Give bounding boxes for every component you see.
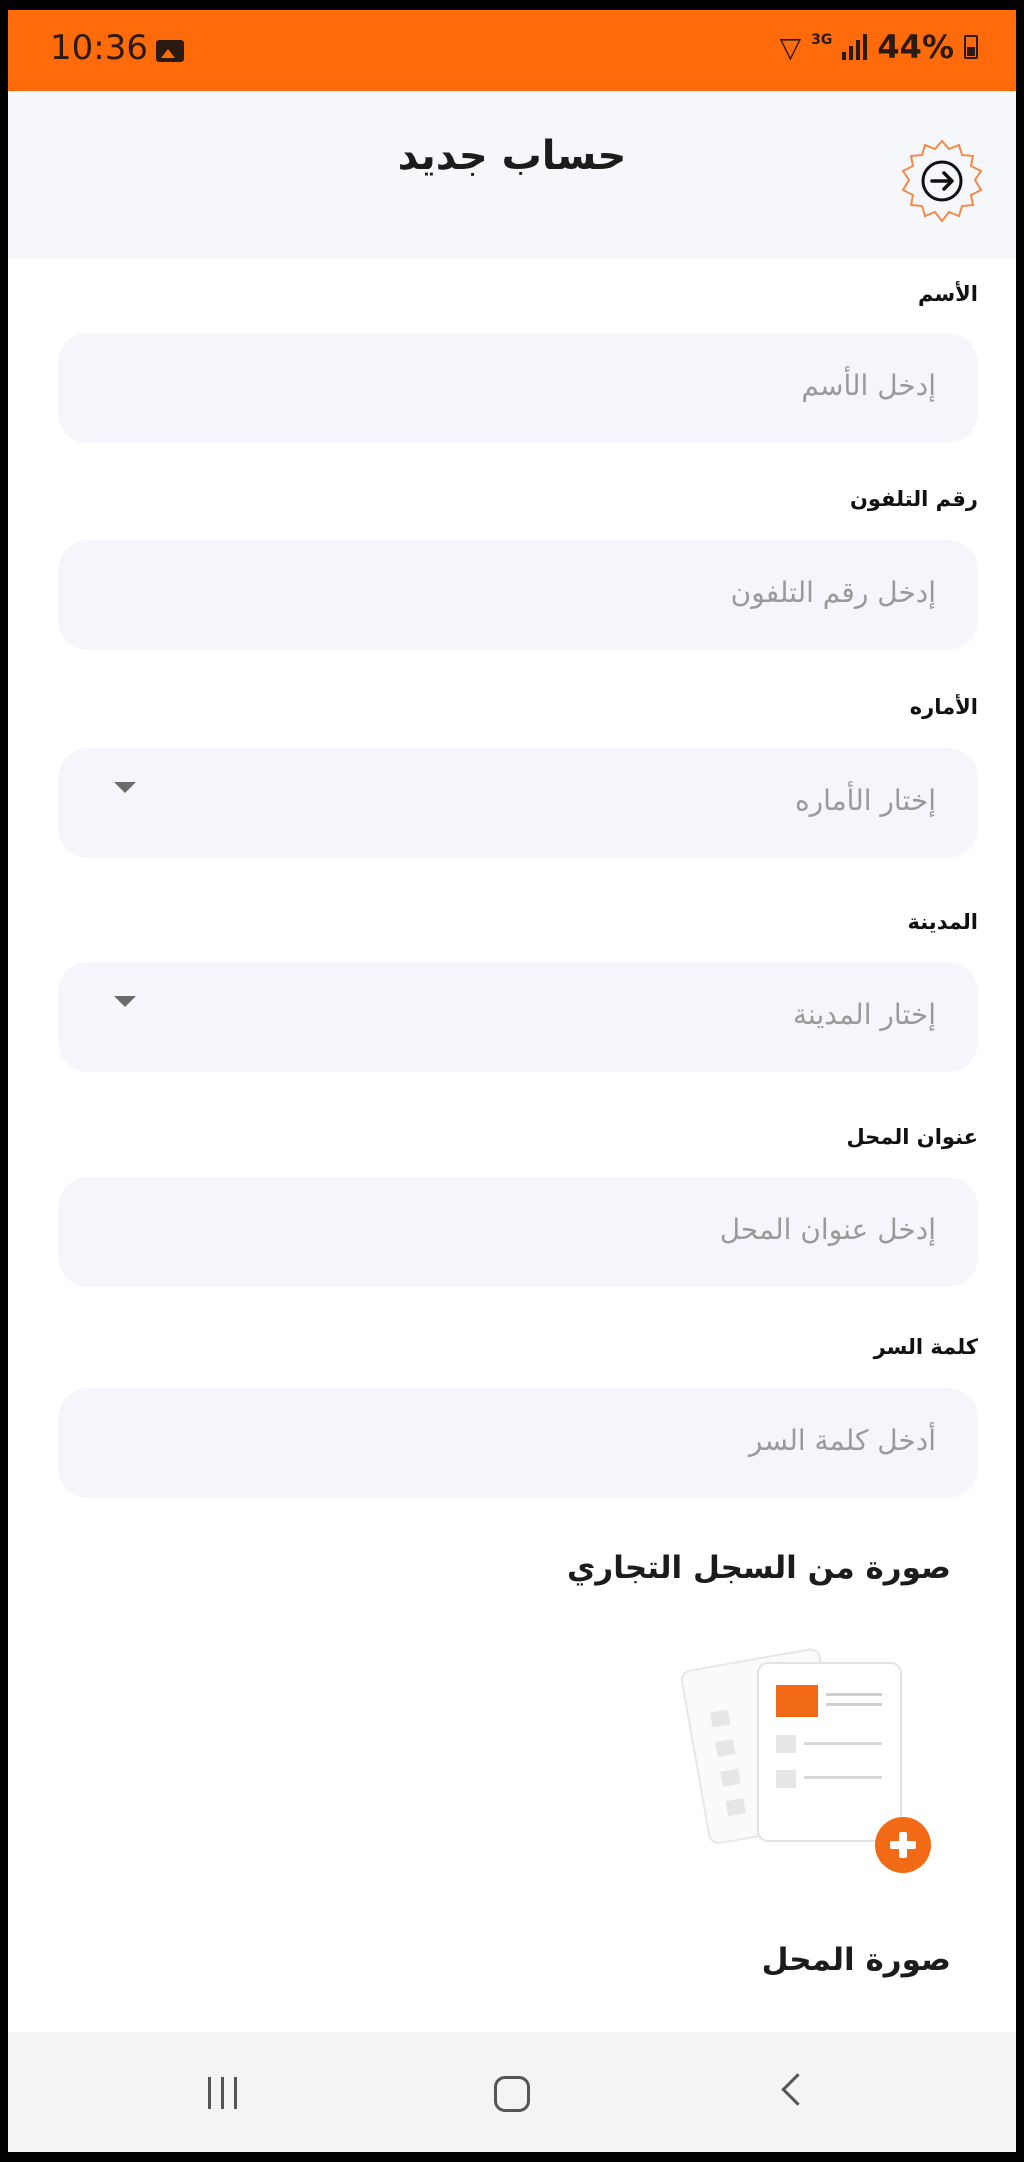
back-nav-button[interactable] [781,2073,814,2106]
signal-icon [842,34,867,60]
password-label: كلمة السر [873,1335,978,1359]
gallery-notification-icon [156,40,184,62]
emirate-placeholder: إختار الأماره [794,784,936,817]
password-field[interactable] [58,1388,978,1498]
status-indicators [780,28,978,66]
home-button[interactable] [494,2076,530,2112]
network-type: 3G [811,32,833,48]
password-placeholder: أدخل كلمة السر [748,1424,936,1457]
status-bar [8,10,1016,91]
city-dropdown[interactable] [58,962,978,1072]
name-label: الأسم [918,282,978,306]
wifi-icon: ▽ [779,30,802,64]
back-button[interactable] [896,135,988,227]
shop-photo-title: صورة المحل [761,1942,951,1978]
battery-percent: 44% [877,28,954,66]
chevron-down-icon [114,996,136,1007]
recent-apps-button[interactable] [208,2077,237,2109]
city-label: المدينة [907,910,978,934]
app-screen [8,10,1016,2152]
name-placeholder: إدخل الأسم [801,369,936,402]
chevron-down-icon [114,782,136,793]
phone-field[interactable] [58,540,978,650]
phone-placeholder: إدخل رقم التلفون [730,576,936,609]
address-field[interactable] [58,1177,978,1287]
address-placeholder: إدخل عنوان المحل [719,1213,936,1246]
emirate-label: الأماره [909,695,978,719]
status-time: 10:36 [50,28,148,68]
city-placeholder: إختار المدينة [793,998,936,1031]
emirate-dropdown[interactable] [58,748,978,858]
document-upload-icon [678,1635,938,1875]
page-title: حساب جديد [397,133,627,179]
app-header [8,91,1016,259]
commercial-register-upload[interactable] [678,1635,938,1875]
name-field[interactable] [58,333,978,443]
system-navigation-bar [8,2032,1016,2152]
address-label: عنوان المحل [846,1125,978,1149]
commercial-register-title: صورة من السجل التجاري [567,1550,951,1586]
arrow-right-circle-icon [896,135,988,227]
phone-label: رقم التلفون [849,487,978,511]
battery-icon [964,35,978,59]
